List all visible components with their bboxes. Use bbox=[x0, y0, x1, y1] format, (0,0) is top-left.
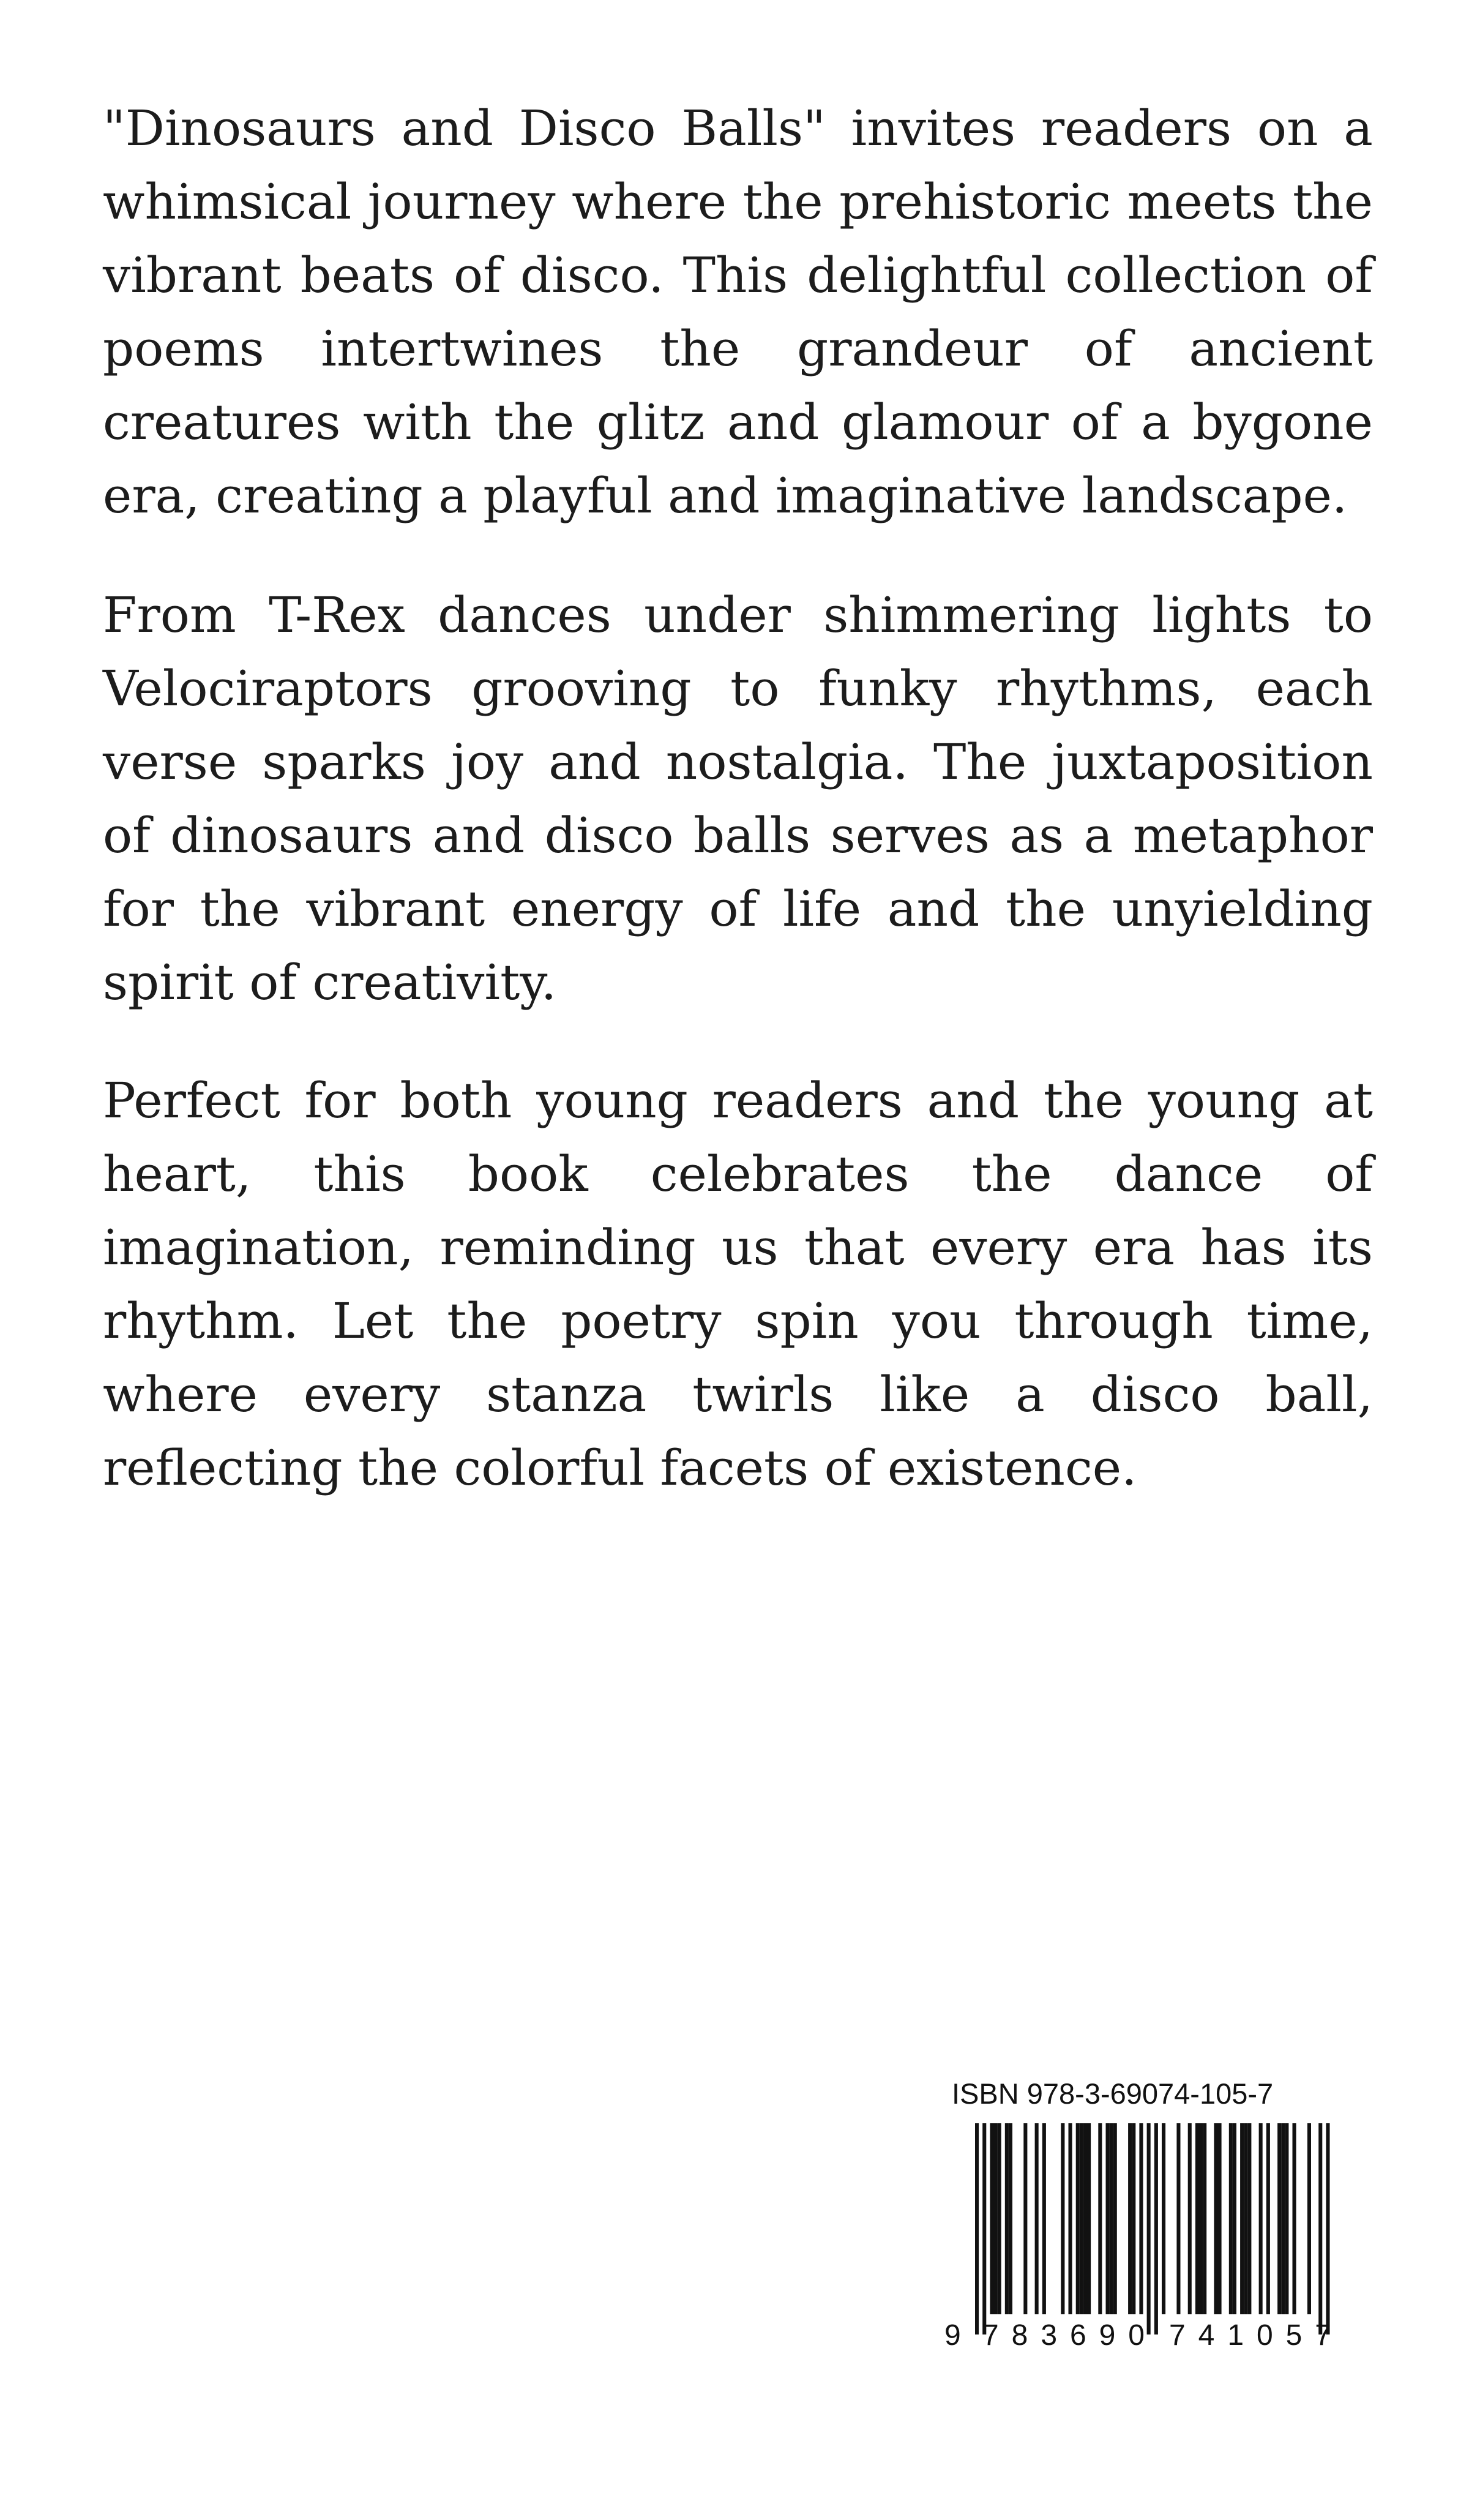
barcode-bar bbox=[1285, 2123, 1288, 2314]
barcode-bar bbox=[1176, 2123, 1180, 2314]
barcode-bar bbox=[998, 2123, 1001, 2314]
barcode-bar bbox=[982, 2123, 986, 2334]
barcode-bar bbox=[1247, 2123, 1251, 2314]
isbn-barcode bbox=[940, 2076, 1362, 2351]
barcode-bar bbox=[1203, 2123, 1206, 2314]
barcode-bar bbox=[1195, 2123, 1199, 2314]
barcode-bars bbox=[975, 2123, 1330, 2334]
barcode-bar bbox=[1139, 2123, 1143, 2314]
barcode-bar bbox=[1233, 2123, 1236, 2314]
barcode-bar bbox=[1042, 2123, 1046, 2314]
barcode-bar bbox=[1240, 2123, 1244, 2314]
barcode-bar bbox=[994, 2123, 998, 2314]
barcode-bar bbox=[1326, 2123, 1329, 2334]
barcode-bar bbox=[1266, 2123, 1270, 2314]
barcode-bar bbox=[1035, 2123, 1039, 2314]
barcode-bar bbox=[1128, 2123, 1132, 2314]
barcode-bar bbox=[1277, 2123, 1281, 2314]
barcode-bar bbox=[1005, 2123, 1009, 2314]
isbn-label: ISBN 978-3-69074-105-7 bbox=[952, 2077, 1274, 2110]
barcode-bar bbox=[1214, 2123, 1217, 2314]
barcode-bar bbox=[1110, 2123, 1113, 2314]
barcode-bar bbox=[1293, 2123, 1296, 2314]
barcode-bar bbox=[1009, 2123, 1012, 2314]
barcode-bar bbox=[1281, 2123, 1285, 2314]
barcode-bar bbox=[1069, 2123, 1072, 2314]
barcode-bar bbox=[1147, 2123, 1151, 2334]
barcode-bar bbox=[1199, 2123, 1203, 2314]
barcode-bar bbox=[1154, 2123, 1158, 2334]
barcode-bar bbox=[1083, 2123, 1087, 2314]
barcode-bar bbox=[1188, 2123, 1192, 2314]
blurb-paragraph-3: Perfect for both young readers and the young at heart, this book celebrates the dance of imagination, reminding us that every era has its rhythm. Let the poetry spin you through time, where every stanza twirls like a disco ball, reflecting the colorful facets of existence. bbox=[103, 1072, 1373, 1496]
barcode-bar bbox=[990, 2123, 993, 2314]
barcode-graphic bbox=[940, 2118, 1362, 2351]
barcode-bar bbox=[1087, 2123, 1091, 2314]
blurb-paragraph-2: From T-Rex dances under shimmering lights to Velociraptors grooving to funky rhythms, each verse sparks joy and nostalgia. The juxtaposition of dinosaurs and disco balls serves as a metaphor for the vibrant energy of life and the unyielding spirit of creativity. bbox=[103, 587, 1373, 1011]
barcode-bar bbox=[1259, 2123, 1263, 2314]
barcode-bar bbox=[1080, 2123, 1083, 2314]
blurb-paragraph-1: "Dinosaurs and Disco Balls" invites readers on a whimsical journey where the prehistoric meets the vibrant beats of disco. This delightful collection of poems intertwines the grandeur of ancient creatures with the glitz and glamour of a bygone era, creating a playful and imaginative landscape. bbox=[103, 100, 1373, 524]
barcode-bar bbox=[1218, 2123, 1222, 2314]
barcode-bar bbox=[1061, 2123, 1064, 2314]
barcode-bar bbox=[1162, 2123, 1165, 2314]
barcode-bar bbox=[1307, 2123, 1311, 2314]
barcode-bar bbox=[1244, 2123, 1247, 2314]
barcode-bar bbox=[1318, 2123, 1322, 2334]
barcode-bar bbox=[1113, 2123, 1117, 2314]
barcode-bar bbox=[1229, 2123, 1233, 2314]
barcode-bar bbox=[1076, 2123, 1080, 2314]
barcode-bar bbox=[1106, 2123, 1110, 2314]
barcode-left-digits: 783690 bbox=[982, 2319, 1145, 2351]
barcode-lead-digit: 9 bbox=[944, 2319, 961, 2351]
barcode-right-digits: 741057 bbox=[1169, 2319, 1331, 2351]
barcode-bar bbox=[1098, 2123, 1102, 2314]
barcode-bar bbox=[1132, 2123, 1135, 2314]
barcode-bar bbox=[975, 2123, 979, 2334]
barcode-bar bbox=[1023, 2123, 1027, 2314]
